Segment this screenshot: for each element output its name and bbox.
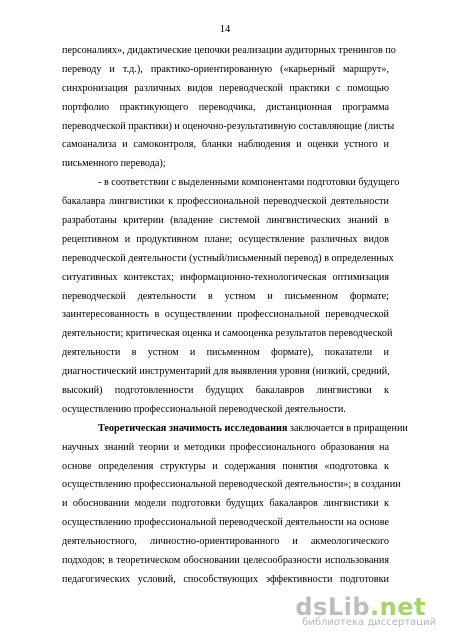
text-line: переводческой деятельности в устном и письменном формате; bbox=[62, 290, 389, 302]
text-line: - в соответствии с выделенными компонентами подготовки будущего bbox=[98, 177, 400, 189]
paragraph-1 bbox=[62, 42, 400, 420]
text-line: осуществлению профессиональной переводческой деятельности на основе bbox=[62, 517, 389, 529]
text-line: письменного перевода); bbox=[62, 158, 166, 170]
text-line: рецептивном и продуктивном плане; осуществление различных видов bbox=[62, 233, 389, 245]
text-line: синхронизация различных видов переводческой практики с помощью bbox=[62, 82, 389, 94]
text-line: подходов; в теоретическом обосновании целесообразности использования bbox=[62, 555, 389, 567]
text-line: деятельности; критическая оценка и самооценка результатов переводческой bbox=[62, 328, 393, 340]
text-line: ситуативных контекстах; информационно-технологическая оптимизация bbox=[62, 271, 389, 283]
text-line: переводческой практики) и оценочно-результативную составляющие (листы bbox=[62, 120, 395, 132]
text-line: деятельностного, личностно-ориентированного и акмеологического bbox=[62, 536, 389, 548]
text-line: осуществлению профессиональной переводческой деятельности»; в создании bbox=[62, 479, 401, 491]
theoretical-significance-heading: Теоретическая значимость исследования bbox=[98, 422, 288, 434]
text-line: и обосновании модели подготовки будущих бакалавров лингвистики к bbox=[62, 498, 389, 510]
text-line: переводу и т.д.), практико-ориентированную («карьерный маршрут», bbox=[62, 63, 389, 75]
body-text bbox=[62, 42, 408, 590]
logo-subtitle: библиотека диссертаций bbox=[302, 617, 436, 628]
text-line: заинтересованность в осуществлении профессиональной переводческой bbox=[62, 309, 389, 321]
logo-main: dsLib bbox=[295, 593, 371, 621]
text-line: деятельности в устном и письменном формате), показатели и bbox=[62, 347, 389, 359]
text-line: осуществлению профессиональной переводческой деятельности. bbox=[62, 403, 346, 415]
text-line: бакалавра лингвистики к профессиональной переводческой деятельности bbox=[62, 196, 389, 208]
text-line: персоналиях», дидактические цепочки реализации аудиторных тренингов по bbox=[62, 45, 396, 56]
text-line: разработаны критерии (владение системой лингвистических знаний в bbox=[62, 215, 389, 227]
text-line: высокий) подготовленности будущих бакалавров лингвистики к bbox=[62, 385, 389, 397]
paragraph-2 bbox=[62, 420, 408, 590]
text-line: научных знаний теории и методики профессионального образования на bbox=[62, 441, 389, 453]
text-line: педагогических условий, способствующих эффективности подготовки bbox=[62, 573, 389, 585]
text-line: диагностический инструментарий для выявления уровня (низкий, средний, bbox=[62, 366, 390, 378]
paragraph-2-first-line bbox=[62, 420, 408, 439]
dslib-watermark bbox=[246, 593, 436, 627]
page-number: 14 bbox=[219, 24, 231, 35]
text-line: переводческой деятельности (устный/письменный перевод) в определенных bbox=[62, 252, 394, 264]
first-line-rest: заключается в приращении bbox=[287, 422, 408, 434]
text-line: основе определения структуры и содержания понятия «подготовка к bbox=[62, 460, 389, 472]
text-line: портфолио практикующего переводчика, дистанционная программа bbox=[62, 101, 389, 113]
logo-accent: .net bbox=[370, 593, 426, 621]
text-line: самоанализа и самоконтроля, бланки наблюдения и оценки устного и bbox=[62, 139, 389, 151]
